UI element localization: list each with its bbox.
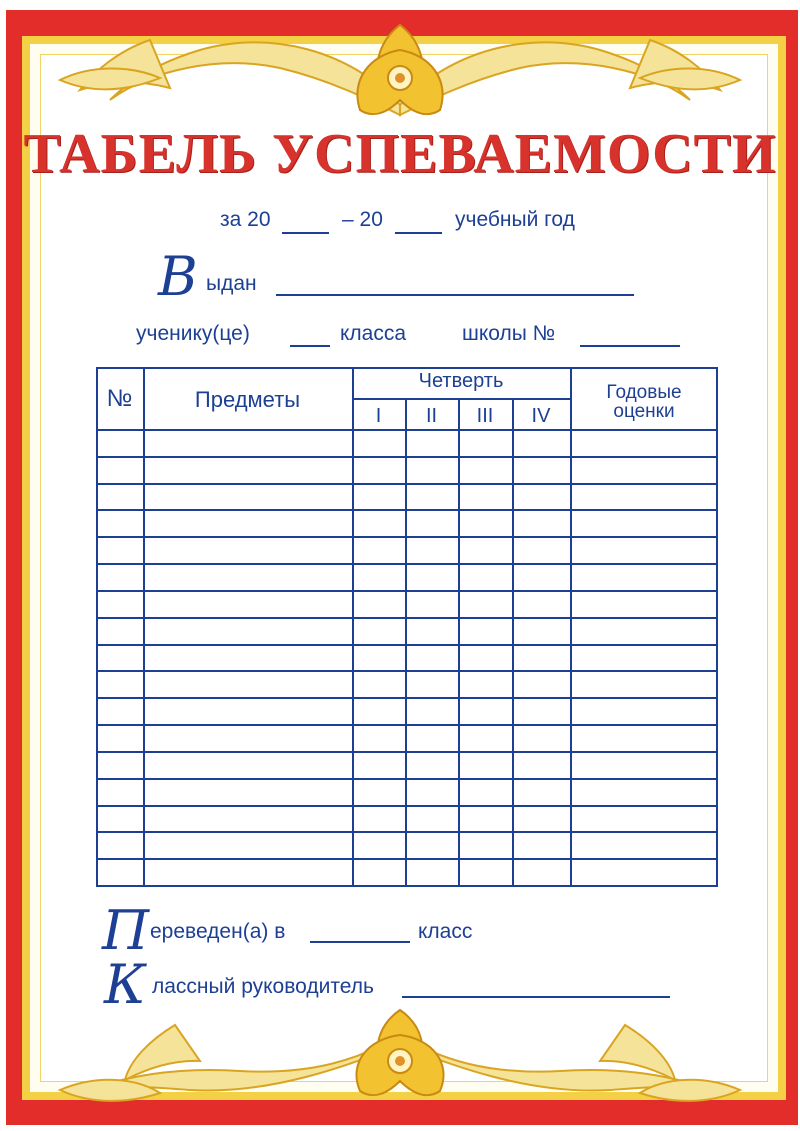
transferred-class-field[interactable] (310, 941, 410, 943)
grades-table (96, 367, 718, 887)
table-row[interactable] (96, 456, 718, 458)
table-row[interactable] (96, 670, 718, 672)
quarter-4-header: IV (531, 405, 551, 427)
quarter-2-header: II (425, 405, 438, 427)
bottom-ornament (0, 1005, 800, 1125)
year-end-field[interactable] (395, 232, 442, 234)
school-number-field[interactable] (580, 345, 680, 347)
annual-header-line1: Годовые (606, 382, 682, 403)
table-row[interactable] (96, 617, 718, 619)
column-divider (512, 398, 514, 887)
year-dash: – 20 (342, 208, 383, 231)
transferred-label: ереведен(а) в (150, 920, 286, 943)
table-row[interactable] (96, 751, 718, 753)
subjects-column-header: Предметы (194, 387, 301, 412)
table-row[interactable] (96, 831, 718, 833)
issued-label: ыдан (206, 272, 257, 295)
table-row[interactable] (96, 536, 718, 538)
student-label: ученику(це) (136, 322, 250, 345)
year-start-field[interactable] (282, 232, 329, 234)
top-ornament (0, 10, 800, 130)
quarter-1-header: I (375, 405, 382, 427)
year-suffix: учебный год (455, 208, 575, 231)
class-label: класса (340, 322, 407, 345)
quarter-divider (352, 398, 570, 400)
table-top-border (96, 367, 718, 369)
year-prefix: за 20 (220, 208, 271, 231)
school-label: школы № (462, 322, 556, 345)
table-left-border (96, 367, 98, 887)
quarter-group-header: Четверть (418, 370, 504, 392)
transferred-suffix: класс (418, 920, 473, 943)
table-right-border (716, 367, 718, 887)
teacher-initial: К (104, 953, 146, 1016)
column-divider (570, 367, 572, 887)
table-row[interactable] (96, 778, 718, 780)
table-row[interactable] (96, 697, 718, 699)
column-divider (458, 398, 460, 887)
page-title: ТАБЕЛЬ УСПЕВАЕМОСТИ (23, 123, 777, 185)
table-row[interactable] (96, 509, 718, 511)
column-divider (143, 367, 145, 887)
annual-header-line2: оценки (613, 401, 675, 422)
column-divider (352, 367, 354, 887)
table-row[interactable] (96, 483, 718, 485)
issued-name-field[interactable] (276, 294, 634, 296)
table-row[interactable] (96, 805, 718, 807)
issued-initial: В (158, 245, 198, 308)
table-row[interactable] (96, 563, 718, 565)
table-row[interactable] (96, 724, 718, 726)
table-row[interactable] (96, 858, 718, 860)
table-row[interactable] (96, 590, 718, 592)
table-bottom-border (96, 885, 718, 887)
number-column-header: № (106, 385, 133, 412)
teacher-label: лассный руководитель (152, 975, 374, 998)
table-row[interactable] (96, 644, 718, 646)
teacher-signature-field[interactable] (402, 996, 670, 998)
class-number-field[interactable] (290, 345, 330, 347)
table-row[interactable] (96, 429, 718, 431)
quarter-3-header: III (476, 405, 494, 427)
column-divider (405, 398, 407, 887)
transferred-initial: П (102, 899, 150, 962)
